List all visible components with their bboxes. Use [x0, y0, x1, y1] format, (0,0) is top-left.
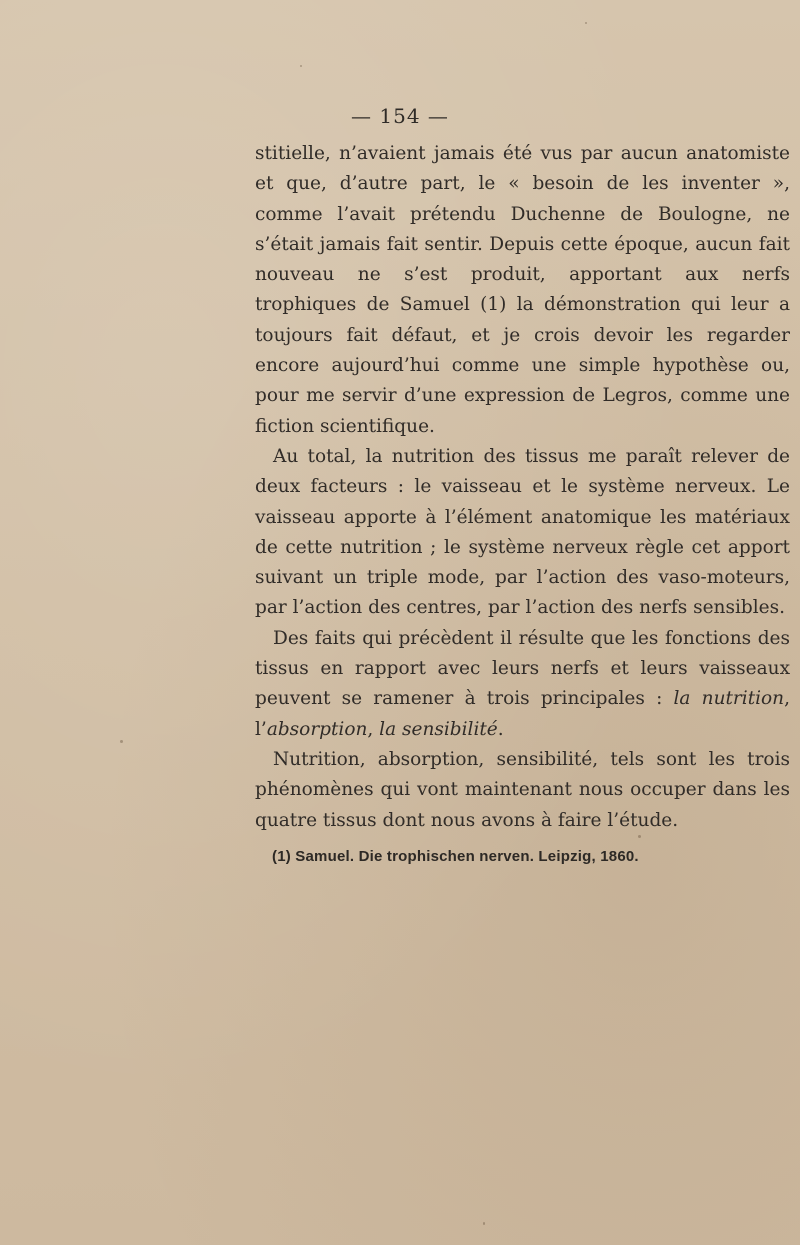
italic-term-absorption: absorption	[266, 718, 368, 740]
paper-speck	[483, 1222, 485, 1225]
italic-term-sensibilite: la sensibilité	[379, 718, 498, 740]
paragraph-3-lead: Des faits qui précèdent il résulte que les fonctions des tissus en rapport avec leurs nerfs et leurs vaisseaux peuvent se ramener à trois principales :	[255, 627, 790, 710]
paper-speck	[300, 65, 302, 67]
italic-term-nutrition: la nutrition	[673, 688, 785, 710]
paragraph-1: stitielle, n’avaient jamais été vus par aucun anatomiste et que, d’autre part, le « besoin de les inventer », comme l’avait prétendu Duchenne de Boulogne, ne s’était jamais fait sentir. Depuis cette époque, aucun fait nouveau ne s’est produit, apportant aux nerfs trophiques de Samuel (1) la démonstration qui leur a toujours fait défaut, et je crois devoir les regarder encore aujourd’hui comme une simple hypothèse ou, pour me servir d’une expression de Legros, comme une fiction scientifique.	[255, 143, 790, 437]
paragraph-2: Au total, la nutrition des tissus me paraît relever de deux facteurs : le vaisseau et le système nerveux. Le vaisseau apporte à l’élément anatomique les matériaux de cette nutrition ; le système nerveux règle cet apport suivant un triple mode, par l’action des vaso-moteurs, par l’action des centres, par l’action des nerfs sensibles.	[255, 445, 790, 619]
paper-speck	[585, 22, 587, 24]
body-text	[255, 139, 790, 836]
paragraph-3	[255, 624, 790, 745]
separator-2: ,	[367, 718, 380, 740]
paragraph-3-end: .	[497, 718, 504, 740]
separator-1: , l’	[255, 688, 790, 740]
page-number: — 154 —	[351, 104, 449, 128]
footnote: (1) Samuel. Die trophischen nerven. Leipzig, 1860.	[272, 848, 639, 865]
paper-speck	[120, 740, 123, 743]
paper-speck	[638, 835, 641, 838]
paragraph-4: Nutrition, absorption, sensibilité, tels sont les trois phénomènes qui vont maintenant nous occuper dans les quatre tissus dont nous avons à faire l’étude.	[255, 748, 790, 831]
